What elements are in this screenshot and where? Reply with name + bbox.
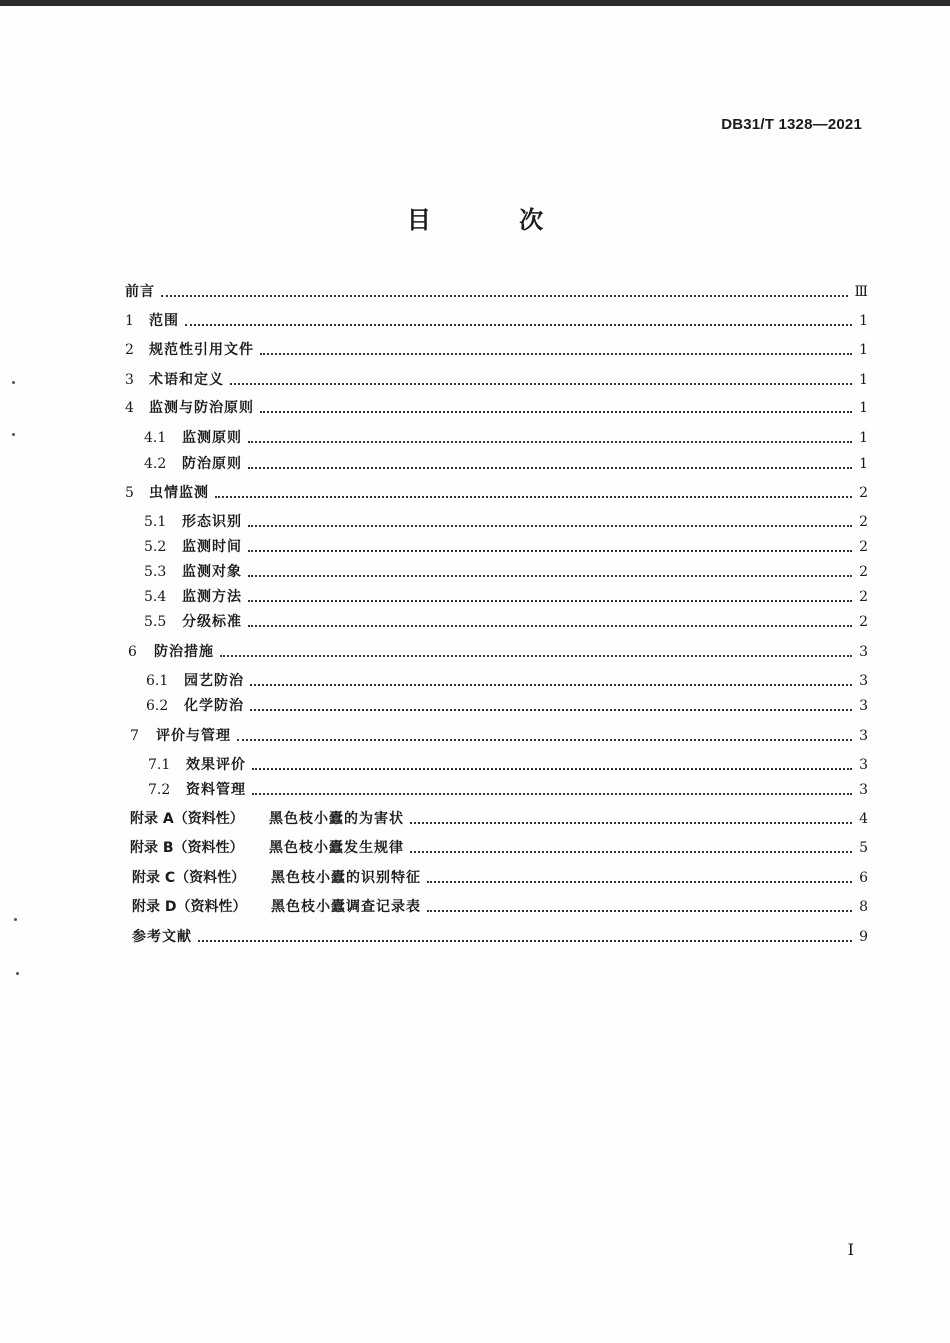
toc-page-number: 2	[859, 564, 868, 580]
toc-entry[interactable]	[132, 897, 868, 917]
toc-entry[interactable]	[146, 671, 868, 691]
toc-page-number: 2	[859, 539, 868, 555]
toc-entry[interactable]	[144, 612, 868, 632]
toc-dot-leader	[237, 739, 852, 741]
toc-entry[interactable]	[148, 780, 868, 800]
toc-section-number: 5.1	[144, 514, 167, 530]
toc-section-number: 附录 D（资料性）	[132, 899, 247, 915]
toc-entry[interactable]	[146, 696, 868, 716]
toc-entry[interactable]	[130, 838, 868, 858]
toc-entry[interactable]	[125, 398, 868, 418]
toc-label: 黑色枝小蠹发生规律	[269, 840, 404, 856]
toc-page-number: 1	[859, 400, 868, 416]
toc-section-number: 3	[125, 372, 134, 388]
toc-entry[interactable]	[125, 370, 868, 390]
toc-dot-leader	[248, 600, 852, 602]
toc-label: 范围	[149, 313, 179, 329]
toc-label: 参考文献	[132, 929, 192, 945]
toc-dot-leader	[248, 441, 852, 443]
toc-page-number: 2	[859, 614, 868, 630]
toc-entry[interactable]	[130, 726, 868, 746]
toc-dot-leader	[427, 910, 852, 912]
toc-label: 化学防治	[184, 698, 244, 714]
toc-label: 黑色枝小蠹的识别特征	[271, 870, 421, 886]
toc-label: 监测与防治原则	[149, 400, 254, 416]
toc-entry[interactable]	[125, 282, 868, 302]
toc-label: 规范性引用文件	[149, 342, 254, 358]
toc-page-number: 1	[859, 456, 868, 472]
toc-section-number: 6.1	[146, 673, 169, 689]
toc-label: 形态识别	[182, 514, 242, 530]
toc-section-number: 5.3	[144, 564, 167, 580]
toc-page-number: 8	[859, 899, 868, 915]
page-number: I	[847, 1240, 854, 1259]
toc-entry[interactable]	[132, 927, 868, 947]
toc-page-number: 9	[859, 929, 868, 945]
toc-label: 防治原则	[182, 456, 242, 472]
toc-page-number: 1	[859, 372, 868, 388]
toc-label: 虫情监测	[149, 485, 209, 501]
toc-entry[interactable]	[130, 809, 868, 829]
toc-entry[interactable]	[132, 868, 868, 888]
toc-page-number: 3	[859, 644, 868, 660]
scan-speck	[12, 381, 15, 384]
toc-dot-leader	[250, 709, 852, 711]
toc-page-number: 5	[859, 840, 868, 856]
toc-dot-leader	[260, 353, 852, 355]
toc-page-number: 2	[859, 514, 868, 530]
toc-dot-leader	[248, 525, 852, 527]
toc-section-number: 6.2	[146, 698, 169, 714]
toc-entry[interactable]	[148, 755, 868, 775]
toc-section-number: 2	[125, 342, 134, 358]
toc-page-number: Ⅲ	[854, 284, 868, 300]
toc-label: 监测对象	[182, 564, 242, 580]
toc-page-number: 3	[859, 757, 868, 773]
toc-section-number: 1	[125, 313, 134, 329]
toc-section-number: 5.2	[144, 539, 167, 555]
toc-dot-leader	[185, 324, 852, 326]
toc-section-number: 5.4	[144, 589, 167, 605]
toc-dot-leader	[161, 295, 848, 297]
page-title: 目 次	[406, 206, 584, 234]
toc-dot-leader	[252, 768, 852, 770]
toc-entry[interactable]	[125, 483, 868, 503]
toc-page-number: 3	[859, 698, 868, 714]
toc-label: 监测原则	[182, 430, 242, 446]
toc-section-number: 6	[128, 644, 137, 660]
toc-label: 分级标准	[182, 614, 242, 630]
toc-page-number: 3	[859, 728, 868, 744]
toc-section-number: 附录 C（资料性）	[132, 870, 246, 886]
toc-page-number: 1	[859, 313, 868, 329]
scan-speck	[14, 918, 17, 921]
toc-entry[interactable]	[128, 642, 868, 662]
toc-label: 前言	[125, 284, 155, 300]
toc-dot-leader	[248, 575, 852, 577]
toc-page-number: 3	[859, 673, 868, 689]
toc-entry[interactable]	[125, 340, 868, 360]
toc-label: 防治措施	[154, 644, 214, 660]
toc-entry[interactable]	[144, 562, 868, 582]
toc-dot-leader	[410, 851, 852, 853]
toc-section-number: 5	[125, 485, 134, 501]
toc-dot-leader	[248, 467, 852, 469]
toc-dot-leader	[220, 655, 852, 657]
toc-label: 黑色枝小蠹调查记录表	[271, 899, 421, 915]
scan-speck	[16, 972, 19, 975]
toc-dot-leader	[410, 822, 852, 824]
toc-page-number: 1	[859, 430, 868, 446]
toc-entry[interactable]	[144, 454, 868, 474]
toc-page-number: 4	[859, 811, 868, 827]
toc-label: 黑色枝小蠹的为害状	[269, 811, 404, 827]
toc-label: 评价与管理	[156, 728, 231, 744]
toc-label: 园艺防治	[184, 673, 244, 689]
toc-section-number: 7	[130, 728, 139, 744]
toc-page-number: 6	[859, 870, 868, 886]
toc-section-number: 4.1	[144, 430, 167, 446]
toc-entry[interactable]	[144, 537, 868, 557]
toc-label: 监测方法	[182, 589, 242, 605]
toc-dot-leader	[230, 383, 852, 385]
toc-page-number: 3	[859, 782, 868, 798]
scan-speck	[12, 433, 15, 436]
toc-entry[interactable]	[125, 311, 868, 331]
toc-section-number: 附录 A（资料性）	[130, 811, 244, 827]
toc-dot-leader	[215, 496, 852, 498]
toc-section-number: 5.5	[144, 614, 167, 630]
toc-section-number: 4.2	[144, 456, 167, 472]
toc-dot-leader	[252, 793, 852, 795]
toc-entry[interactable]	[144, 587, 868, 607]
toc-section-number: 附录 B（资料性）	[130, 840, 244, 856]
toc-label: 监测时间	[182, 539, 242, 555]
toc-dot-leader	[427, 881, 852, 883]
toc-entry[interactable]	[144, 428, 868, 448]
toc-section-number: 7.2	[148, 782, 171, 798]
toc-entry[interactable]	[144, 512, 868, 532]
toc-page-number: 2	[859, 589, 868, 605]
toc-page-number: 1	[859, 342, 868, 358]
toc-label: 效果评价	[186, 757, 246, 773]
toc-label: 资料管理	[186, 782, 246, 798]
document-id: DB31/T 1328—2021	[721, 116, 862, 133]
toc-section-number: 7.1	[148, 757, 171, 773]
toc-label: 术语和定义	[149, 372, 224, 388]
toc-dot-leader	[260, 411, 852, 413]
toc-dot-leader	[198, 940, 852, 942]
toc-page-number: 2	[859, 485, 868, 501]
toc-dot-leader	[250, 684, 852, 686]
toc-section-number: 4	[125, 400, 134, 416]
toc-dot-leader	[248, 625, 852, 627]
toc-dot-leader	[248, 550, 852, 552]
